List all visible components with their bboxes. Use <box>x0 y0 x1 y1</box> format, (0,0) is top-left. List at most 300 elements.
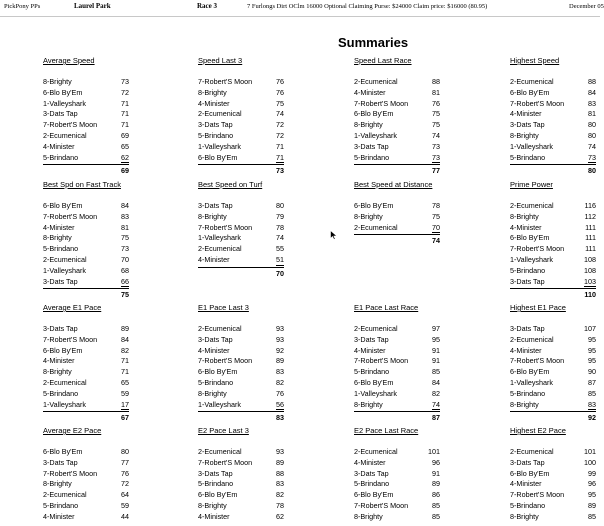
horse-row <box>43 77 129 88</box>
horse-value: 76 <box>276 87 284 97</box>
horse-row <box>354 447 440 458</box>
horse-row <box>354 77 440 88</box>
horse-name: 6-Blo By'Em <box>43 345 83 355</box>
horse-row <box>43 212 129 223</box>
horse-name: 6-Blo By'Em <box>198 490 238 500</box>
horse-value: 88 <box>588 77 596 86</box>
horse-value: 71 <box>276 152 284 162</box>
horse-row <box>510 324 596 335</box>
horse-value: 70 <box>121 254 129 264</box>
summary-section <box>354 180 440 247</box>
horse-name: 2-Ecumenical <box>354 447 398 456</box>
horse-row <box>354 153 440 164</box>
horse-row <box>198 490 284 501</box>
horse-value: 59 <box>121 388 129 398</box>
horse-value: 83 <box>276 367 284 377</box>
section-title: E2 Pace Last Race <box>354 426 419 435</box>
horse-value: 88 <box>432 77 440 86</box>
horse-name: 8-Brighty <box>43 479 72 489</box>
horse-name: 6-Blo By'Em <box>510 233 550 243</box>
horse-name: 3-Dats Tap <box>354 334 389 344</box>
section-total <box>198 411 284 424</box>
horse-row <box>354 389 440 400</box>
horse-row <box>43 512 129 523</box>
horse-name: 6-Blo By'Em <box>43 447 83 456</box>
horse-row <box>510 512 596 523</box>
horse-value: 72 <box>276 120 284 130</box>
horse-value: 79 <box>276 211 284 221</box>
horse-value: 85 <box>588 511 596 521</box>
horse-name: 4-Minister <box>43 222 75 232</box>
horse-value: 71 <box>121 98 129 108</box>
horse-row <box>43 153 129 164</box>
horse-value: 91 <box>432 468 440 478</box>
horse-value: 95 <box>588 345 596 355</box>
horse-row <box>43 469 129 480</box>
horse-name: 8-Brighty <box>354 511 383 521</box>
horse-name: 4-Minister <box>354 87 386 97</box>
horse-name: 8-Brighty <box>510 511 539 521</box>
horse-name: 8-Brighty <box>198 388 227 398</box>
horse-value: 101 <box>428 447 440 456</box>
horse-name: 4-Minister <box>510 109 542 119</box>
horse-name: 4-Minister <box>510 479 542 489</box>
horse-name: 3-Dats Tap <box>510 120 545 130</box>
horse-name: 1-Valleyshark <box>43 98 87 108</box>
horse-value: 80 <box>588 130 596 140</box>
horse-name: 7-Robert'S Moon <box>510 490 565 500</box>
horse-value: 81 <box>121 222 129 232</box>
horse-value: 64 <box>121 490 129 500</box>
horse-row <box>198 447 284 458</box>
horse-row <box>43 367 129 378</box>
horse-name: 4-Minister <box>198 345 230 355</box>
horse-name: 7-Robert'S Moon <box>198 457 253 467</box>
horse-row <box>354 378 440 389</box>
section-total <box>354 164 440 177</box>
horse-name: 2-Ecumenical <box>354 324 398 333</box>
section-total-value: 70 <box>276 268 284 278</box>
horse-value: 84 <box>432 377 440 387</box>
horse-name: 5-Brindano <box>354 367 390 377</box>
horse-row <box>510 501 596 512</box>
horse-name: 3-Dats Tap <box>510 276 545 286</box>
horse-name: 1-Valleyshark <box>198 399 242 409</box>
horse-name: 5-Brindano <box>198 130 234 140</box>
horse-name: 3-Dats Tap <box>43 324 78 333</box>
horse-row <box>43 458 129 469</box>
horse-name: 7-Robert'S Moon <box>43 211 98 221</box>
horse-value: 84 <box>588 87 596 97</box>
horse-value: 91 <box>432 345 440 355</box>
section-title: Highest E2 Pace <box>510 426 566 435</box>
horse-row <box>198 469 284 480</box>
track-name: Laurel Park <box>74 2 111 10</box>
section-total <box>354 234 440 247</box>
section-title: E2 Pace Last 3 <box>198 426 249 435</box>
horse-name: 8-Brighty <box>354 399 383 409</box>
horse-row <box>510 212 596 223</box>
horse-name: 8-Brighty <box>43 367 72 377</box>
horse-row <box>43 255 129 266</box>
summary-section <box>510 56 596 177</box>
horse-row <box>198 378 284 389</box>
horse-row <box>43 223 129 234</box>
horse-value: 73 <box>432 152 440 162</box>
horse-name: 2-Ecumenical <box>510 447 554 456</box>
section-total-value: 69 <box>121 166 129 176</box>
horse-row <box>354 469 440 480</box>
horse-row <box>510 346 596 357</box>
horse-row <box>43 400 129 411</box>
section-title: Highest E1 Pace <box>510 303 566 312</box>
horse-name: 8-Brighty <box>510 399 539 409</box>
horse-value: 92 <box>276 345 284 355</box>
horse-name: 4-Minister <box>43 141 75 151</box>
horse-name: 4-Minister <box>43 356 75 366</box>
horse-row <box>354 356 440 367</box>
horse-value: 96 <box>432 457 440 467</box>
horse-name: 7-Robert'S Moon <box>198 77 253 86</box>
section-total <box>354 411 440 424</box>
horse-row <box>43 378 129 389</box>
horse-row <box>198 153 284 164</box>
horse-name: 3-Dats Tap <box>43 109 78 119</box>
horse-name: 2-Ecumenical <box>510 334 554 344</box>
section-total <box>43 288 129 301</box>
horse-name: 6-Blo By'Em <box>510 367 550 377</box>
report-header <box>0 0 604 14</box>
horse-value: 83 <box>588 399 596 409</box>
section-title: Best Speed on Turf <box>198 180 263 189</box>
section-title: Average E2 Pace <box>43 426 102 435</box>
horse-row <box>198 389 284 400</box>
horse-value: 82 <box>276 377 284 387</box>
horse-row <box>510 244 596 255</box>
horse-row <box>43 88 129 99</box>
horse-row <box>510 277 596 288</box>
horse-row <box>510 367 596 378</box>
horse-value: 89 <box>276 457 284 467</box>
horse-value: 81 <box>588 109 596 119</box>
section-total-value: 87 <box>432 413 440 423</box>
horse-value: 76 <box>121 468 129 478</box>
horse-value: 66 <box>121 276 129 286</box>
horse-row <box>354 142 440 153</box>
horse-row <box>43 277 129 288</box>
horse-value: 75 <box>121 233 129 243</box>
horse-value: 80 <box>588 120 596 130</box>
horse-name: 7-Robert'S Moon <box>198 356 253 366</box>
horse-value: 107 <box>584 324 596 333</box>
section-total <box>198 164 284 177</box>
horse-value: 71 <box>121 120 129 130</box>
horse-row <box>43 244 129 255</box>
horse-name: 8-Brighty <box>510 130 539 140</box>
horse-name: 5-Brindano <box>354 479 390 489</box>
horse-value: 108 <box>584 254 596 264</box>
horse-value: 93 <box>276 324 284 333</box>
horse-value: 83 <box>121 211 129 221</box>
horse-row <box>354 512 440 523</box>
summary-section <box>510 180 596 301</box>
horse-row <box>354 88 440 99</box>
horse-value: 76 <box>276 388 284 398</box>
horse-value: 95 <box>588 490 596 500</box>
horse-value: 100 <box>584 457 596 467</box>
horse-row <box>510 255 596 266</box>
horse-row <box>198 324 284 335</box>
section-total <box>510 164 596 177</box>
horse-row <box>43 501 129 512</box>
horse-value: 85 <box>588 388 596 398</box>
horse-value: 71 <box>121 367 129 377</box>
horse-name: 4-Minister <box>510 345 542 355</box>
page-title: Summaries <box>338 35 409 50</box>
horse-name: 6-Blo By'Em <box>198 152 238 162</box>
horse-value: 74 <box>276 233 284 243</box>
horse-value: 84 <box>121 201 129 210</box>
horse-value: 71 <box>121 356 129 366</box>
horse-value: 73 <box>121 77 129 86</box>
horse-row <box>354 367 440 378</box>
horse-row <box>354 99 440 110</box>
horse-value: 83 <box>276 479 284 489</box>
horse-name: 2-Ecumenical <box>43 254 87 264</box>
horse-name: 4-Minister <box>198 98 230 108</box>
horse-name: 3-Dats Tap <box>354 468 389 478</box>
horse-row <box>510 469 596 480</box>
horse-name: 7-Robert'S Moon <box>510 98 565 108</box>
section-total-value: 83 <box>276 413 284 423</box>
horse-row <box>198 142 284 153</box>
horse-name: 7-Robert'S Moon <box>354 500 409 510</box>
horse-value: 99 <box>588 468 596 478</box>
horse-name: 3-Dats Tap <box>354 141 389 151</box>
horse-row <box>198 479 284 490</box>
horse-value: 103 <box>584 276 596 286</box>
horse-value: 73 <box>121 244 129 254</box>
horse-value: 111 <box>585 222 596 232</box>
section-total-value: 110 <box>584 290 596 300</box>
horse-name: 2-Ecumenical <box>198 109 242 119</box>
horse-value: 71 <box>276 141 284 151</box>
horse-name: 6-Blo By'Em <box>354 109 394 119</box>
horse-row <box>354 212 440 223</box>
horse-name: 1-Valleyshark <box>510 254 554 264</box>
horse-name: 4-Minister <box>510 222 542 232</box>
horse-row <box>354 501 440 512</box>
horse-row <box>198 356 284 367</box>
horse-row <box>510 201 596 212</box>
horse-value: 74 <box>432 130 440 140</box>
horse-name: 5-Brindano <box>510 265 546 275</box>
horse-row <box>43 447 129 458</box>
horse-name: 2-Ecumenical <box>43 130 87 140</box>
summary-section <box>43 426 129 523</box>
horse-row <box>354 131 440 142</box>
horse-name: 7-Robert'S Moon <box>510 356 565 366</box>
horse-name: 1-Valleyshark <box>43 265 87 275</box>
horse-value: 59 <box>121 500 129 510</box>
horse-name: 7-Robert'S Moon <box>43 468 98 478</box>
horse-row <box>198 458 284 469</box>
horse-row <box>43 324 129 335</box>
horse-name: 6-Blo By'Em <box>354 201 394 210</box>
horse-value: 87 <box>588 377 596 387</box>
horse-name: 2-Ecumenical <box>354 77 398 86</box>
horse-row <box>354 201 440 212</box>
race-date: December 05 <box>569 3 604 10</box>
horse-value: 85 <box>432 500 440 510</box>
horse-row <box>510 400 596 411</box>
horse-value: 65 <box>121 141 129 151</box>
horse-value: 78 <box>432 201 440 210</box>
horse-row <box>354 335 440 346</box>
horse-value: 72 <box>276 130 284 140</box>
horse-value: 68 <box>121 265 129 275</box>
horse-name: 5-Brindano <box>43 500 79 510</box>
horse-name: 6-Blo By'Em <box>43 201 83 210</box>
horse-value: 93 <box>276 334 284 344</box>
horse-row <box>198 212 284 223</box>
horse-value: 108 <box>584 265 596 275</box>
horse-row <box>198 367 284 378</box>
horse-value: 72 <box>121 87 129 97</box>
summary-section <box>198 426 284 523</box>
horse-row <box>354 346 440 357</box>
horse-value: 73 <box>432 141 440 151</box>
horse-name: 3-Dats Tap <box>198 120 233 130</box>
header-divider <box>0 16 600 17</box>
horse-value: 81 <box>432 87 440 97</box>
horse-row <box>354 324 440 335</box>
horse-name: 7-Robert'S Moon <box>43 334 98 344</box>
horse-name: 5-Brindano <box>510 500 546 510</box>
summary-section <box>198 303 284 424</box>
horse-row <box>43 201 129 212</box>
horse-row <box>198 233 284 244</box>
horse-value: 71 <box>121 109 129 119</box>
horse-row <box>510 356 596 367</box>
horse-name: 1-Valleyshark <box>43 399 87 409</box>
horse-value: 95 <box>588 356 596 366</box>
app-name: PickPony PPs <box>4 3 41 10</box>
horse-row <box>43 346 129 357</box>
summary-section <box>198 180 284 280</box>
horse-name: 6-Blo By'Em <box>354 377 394 387</box>
horse-name: 5-Brindano <box>43 152 79 162</box>
horse-row <box>43 233 129 244</box>
horse-value: 80 <box>121 447 129 456</box>
horse-name: 8-Brighty <box>198 87 227 97</box>
horse-name: 7-Robert'S Moon <box>354 98 409 108</box>
horse-row <box>198 346 284 357</box>
horse-row <box>43 120 129 131</box>
summary-section <box>354 426 440 523</box>
horse-row <box>510 109 596 120</box>
horse-value: 80 <box>276 201 284 210</box>
horse-name: 1-Valleyshark <box>510 141 554 151</box>
horse-value: 62 <box>121 152 129 162</box>
section-total <box>43 164 129 177</box>
horse-name: 3-Dats Tap <box>43 457 78 467</box>
horse-name: 2-Ecumenical <box>198 324 242 333</box>
horse-value: 89 <box>588 500 596 510</box>
horse-value: 82 <box>121 345 129 355</box>
horse-row <box>198 131 284 142</box>
horse-row <box>510 378 596 389</box>
horse-value: 89 <box>432 479 440 489</box>
section-total-value: 80 <box>588 166 596 176</box>
horse-row <box>510 447 596 458</box>
section-title: Highest Speed <box>510 56 560 65</box>
horse-value: 74 <box>432 399 440 409</box>
horse-row <box>510 389 596 400</box>
summary-section <box>198 56 284 177</box>
horse-value: 112 <box>584 211 596 221</box>
horse-value: 101 <box>584 447 596 456</box>
horse-value: 116 <box>584 201 596 210</box>
horse-row <box>510 479 596 490</box>
horse-name: 6-Blo By'Em <box>354 490 394 500</box>
horse-name: 1-Valleyshark <box>198 233 242 243</box>
horse-name: 7-Robert'S Moon <box>198 222 253 232</box>
horse-value: 70 <box>432 222 440 232</box>
horse-name: 8-Brighty <box>354 211 383 221</box>
horse-row <box>354 120 440 131</box>
horse-name: 5-Brindano <box>43 244 79 254</box>
horse-row <box>510 223 596 234</box>
horse-name: 5-Brindano <box>198 479 234 489</box>
horse-row <box>43 99 129 110</box>
section-title: Speed Last 3 <box>198 56 243 65</box>
section-total-value: 92 <box>588 413 596 423</box>
horse-value: 78 <box>276 222 284 232</box>
horse-name: 6-Blo By'Em <box>510 87 550 97</box>
horse-value: 83 <box>588 98 596 108</box>
horse-value: 111 <box>585 244 596 254</box>
horse-value: 82 <box>276 490 284 500</box>
horse-row <box>510 120 596 131</box>
horse-row <box>43 356 129 367</box>
horse-row <box>510 233 596 244</box>
horse-row <box>43 479 129 490</box>
section-title: Average E1 Pace <box>43 303 102 312</box>
horse-value: 96 <box>588 479 596 489</box>
summary-section <box>43 303 129 424</box>
horse-name: 8-Brighty <box>198 500 227 510</box>
horse-row <box>510 131 596 142</box>
horse-name: 8-Brighty <box>510 211 539 221</box>
horse-value: 76 <box>276 77 284 86</box>
horse-row <box>43 266 129 277</box>
horse-row <box>510 77 596 88</box>
horse-value: 86 <box>432 490 440 500</box>
horse-name: 8-Brighty <box>198 211 227 221</box>
horse-value: 72 <box>121 479 129 489</box>
horse-value: 85 <box>432 511 440 521</box>
horse-name: 4-Minister <box>198 511 230 521</box>
horse-row <box>43 131 129 142</box>
horse-value: 85 <box>432 367 440 377</box>
horse-row <box>198 223 284 234</box>
horse-name: 1-Valleyshark <box>198 141 242 151</box>
horse-row <box>198 77 284 88</box>
horse-value: 95 <box>432 334 440 344</box>
horse-row <box>354 458 440 469</box>
section-title: E1 Pace Last 3 <box>198 303 249 312</box>
